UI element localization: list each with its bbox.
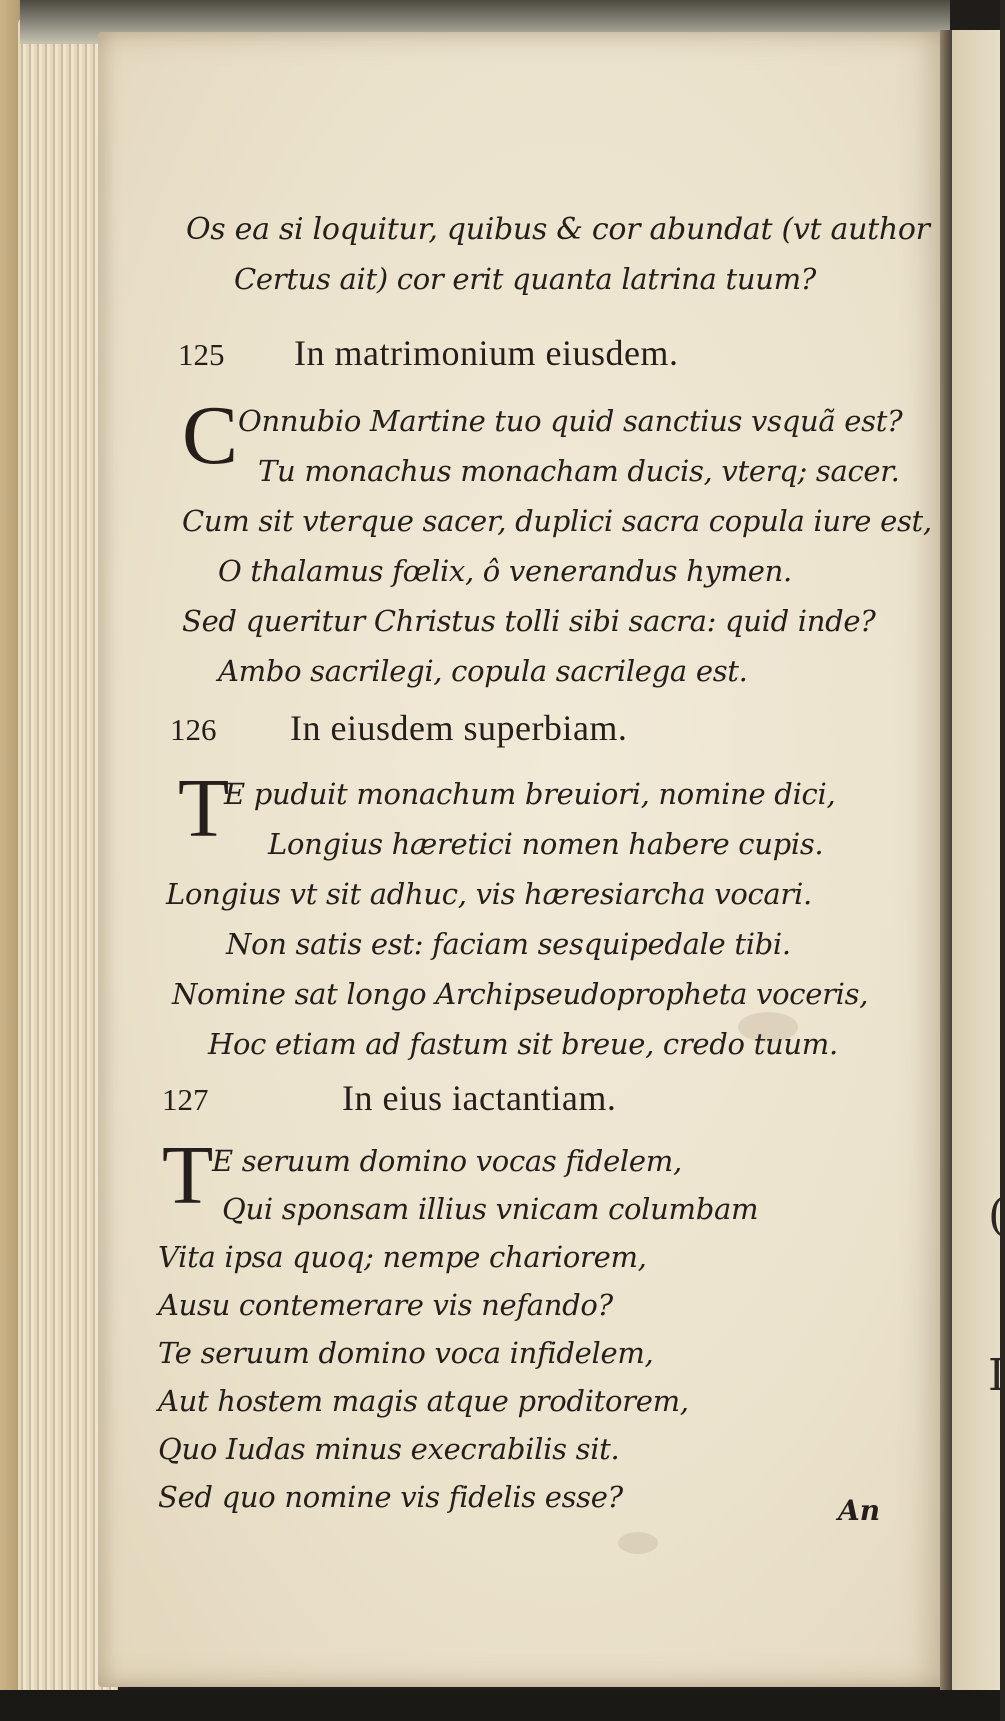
- epigram-number-127: 127: [162, 1082, 209, 1117]
- paper-stain: [618, 1532, 658, 1554]
- poem-127-line-8: Sed quo nomine vis fidelis esse?: [158, 1480, 623, 1514]
- poem-127-line-4: Ausu contemerare vis nefando?: [158, 1288, 613, 1322]
- poem-127-line-2: Qui sponsam illius vnicam columbam: [222, 1192, 759, 1226]
- poem-125-line-2: Tu monachus monacham ducis, vterq; sacer.: [258, 454, 900, 488]
- poem-127-line-3: Vita ipsa quoq; nempe chariorem,: [158, 1240, 647, 1274]
- catchword: An: [838, 1494, 881, 1527]
- poem-125-line-5: Sed queritur Christus tolli sibi sacra: quid inde?: [182, 604, 876, 638]
- poem-125-line-3: Cum sit vterque sacer, duplici sacra copula iure est,: [182, 504, 932, 538]
- book-page: [98, 32, 950, 1687]
- poem-127-line-5: Te seruum domino voca infidelem,: [158, 1336, 654, 1370]
- epigram-number-125: 125: [178, 337, 225, 372]
- poem-127-line-6: Aut hostem magis atque proditorem,: [158, 1384, 689, 1418]
- desk-bottom: [0, 1690, 1000, 1721]
- poem-125-line-1: Onnubio Martine tuo quid sanctius vsquã est?: [238, 404, 903, 438]
- facing-page-edge: ( I: [952, 30, 1000, 1690]
- heading-125: In matrimonium eiusdem.: [294, 333, 679, 373]
- drop-cap-t: T: [162, 1129, 214, 1222]
- poem-126-line-6: Hoc etiam ad fastum sit breue, credo tuum.: [208, 1027, 838, 1061]
- prev-poem-line-1: Os ea si loquitur, quibus & cor abundat (vt author: [186, 212, 930, 247]
- poem-125-line-6: Ambo sacrilegi, copula sacrilega est.: [218, 654, 748, 688]
- heading-127: In eius iactantiam.: [342, 1078, 617, 1118]
- poem-127-line-1: E seruum domino vocas fidelem,: [212, 1144, 682, 1178]
- poem-126-line-1: E puduit monachum breuiori, nomine dici,: [224, 777, 836, 811]
- drop-cap-c: C: [182, 389, 239, 482]
- heading-126: In eiusdem superbiam.: [290, 708, 628, 748]
- poem-125-line-4: O thalamus fœlix, ô venerandus hymen.: [218, 554, 792, 588]
- prev-poem-line-2: Certus ait) cor erit quanta latrina tuum?: [234, 262, 817, 296]
- poem-126-line-2: Longius hæretici nomen habere cupis.: [268, 827, 824, 861]
- poem-126-line-5: Nomine sat longo Archipseudopropheta voceris,: [172, 977, 869, 1011]
- poem-126-line-3: Longius vt sit adhuc, vis hæresiarcha vocari.: [166, 877, 812, 911]
- poem-127-line-7: Quo Iudas minus execrabilis sit.: [158, 1432, 620, 1466]
- poem-126-line-4: Non satis est: faciam sesquipedale tibi.: [226, 927, 791, 961]
- drop-cap-t: T: [178, 762, 230, 855]
- epigram-number-126: 126: [170, 712, 217, 747]
